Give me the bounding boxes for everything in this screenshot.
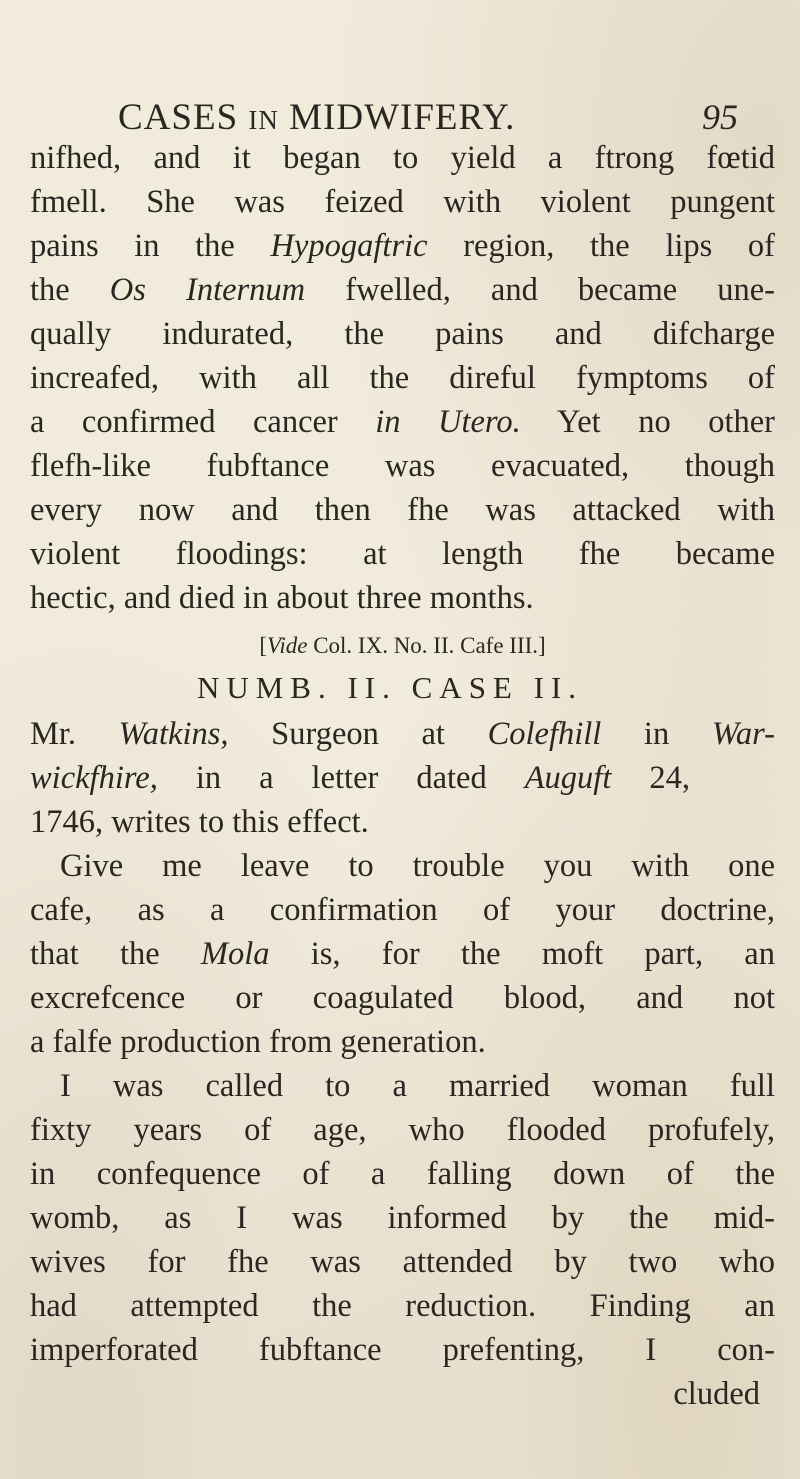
text-line: Mr. Watkins, Surgeon at Colefhill in War- xyxy=(30,716,775,752)
running-title: CASES IN MIDWIFERY. xyxy=(118,97,516,138)
text-line: I was called to a married woman full xyxy=(60,1068,775,1104)
text-line: a confirmed cancer in Utero. Yet no other xyxy=(30,404,775,440)
text-line: imperforated fubftance prefenting, I con- xyxy=(30,1332,775,1368)
text-line: wives for fhe was attended by two who xyxy=(30,1244,775,1280)
text-line: the Os Internum fwelled, and became une- xyxy=(30,272,775,308)
text-line: fmell. She was feized with violent pungent xyxy=(30,184,775,220)
text-line: that the Mola is, for the moft part, an xyxy=(30,936,775,972)
text-line: violent floodings: at length fhe became xyxy=(30,536,775,572)
text-line: had attempted the reduction. Finding an xyxy=(30,1288,775,1324)
text-line: a falfe production from generation. xyxy=(30,1024,486,1060)
text-line: womb, as I was informed by the mid- xyxy=(30,1200,775,1236)
cross-reference: [Vide Col. IX. No. II. Cafe III.] xyxy=(259,633,546,658)
text-line: nifhed, and it began to yield a ftrong fœtid xyxy=(30,140,775,176)
text-line: in confequence of a falling down of the xyxy=(30,1156,775,1192)
case-heading: NUMB. II. CASE II. xyxy=(196,670,584,705)
text-line: Give me leave to trouble you with one xyxy=(60,848,775,884)
text-line: wickfhire, in a letter dated Auguft 24, xyxy=(30,760,690,796)
text-line: 1746, writes to this effect. xyxy=(30,804,369,840)
page-number: 95 xyxy=(702,97,738,137)
text-line: hectic, and died in about three months. xyxy=(30,580,534,616)
text-line: cafe, as a confirmation of your doctrine, xyxy=(30,892,775,928)
text-line: pains in the Hypogaftric region, the lips of xyxy=(30,228,775,264)
catchword: cluded xyxy=(673,1376,760,1412)
text-line: every now and then fhe was attacked with xyxy=(30,492,775,528)
text-line: excrefcence or coagulated blood, and not xyxy=(30,980,775,1016)
text-line: flefh-like fubftance was evacuated, though xyxy=(30,448,775,484)
text-line: fixty years of age, who flooded profufely, xyxy=(30,1112,775,1148)
text-line: increafed, with all the direful fymptoms of xyxy=(30,360,775,396)
running-title-in: IN xyxy=(248,105,279,135)
text-line: qually indurated, the pains and difcharge xyxy=(30,316,775,352)
